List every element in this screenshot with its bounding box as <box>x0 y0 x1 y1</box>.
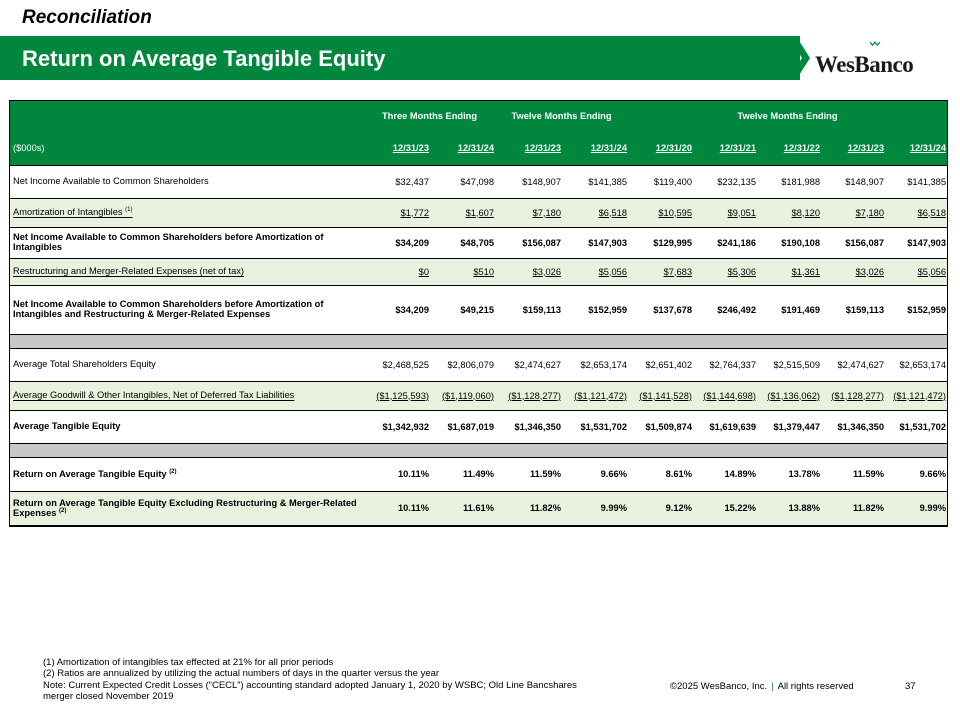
cell-value: $1,509,874 <box>628 410 693 443</box>
cell-value: $3,026 <box>821 258 885 285</box>
cell-value: 9.12% <box>628 491 693 525</box>
cell-value: $148,907 <box>495 165 562 198</box>
row-label: Net Income Available to Common Shareholders <box>10 165 364 198</box>
reconciliation-table <box>9 100 948 527</box>
page-number: 37 <box>905 681 916 692</box>
cell-value: 13.78% <box>757 457 821 491</box>
table-group-header-row <box>10 101 947 131</box>
table-row <box>10 258 947 285</box>
cell-value: $246,492 <box>693 285 757 334</box>
row-label: Return on Average Tangible Equity Excluding Restructuring & Merger-Related Expenses $^{(2)}$ <box>10 491 364 525</box>
cell-value: $137,678 <box>628 285 693 334</box>
cell-value: 11.49% <box>430 457 495 491</box>
cell-value: $129,995 <box>628 227 693 258</box>
cell-value: $0 <box>364 258 430 285</box>
cell-value: ($1,128,277) <box>821 381 885 410</box>
cell-value: ($1,119,060) <box>430 381 495 410</box>
cell-value: $2,651,402 <box>628 348 693 381</box>
cell-value: $191,469 <box>757 285 821 334</box>
cell-value: $141,385 <box>885 165 947 198</box>
cell-value: $1,346,350 <box>821 410 885 443</box>
row-label: Amortization of Intangibles $^{(1)}$ <box>10 198 364 227</box>
cell-value: $1,772 <box>364 198 430 227</box>
cell-value: 13.88% <box>757 491 821 525</box>
footnotes <box>43 657 577 703</box>
cell-value: $1,346,350 <box>495 410 562 443</box>
cell-value: ($1,136,062) <box>757 381 821 410</box>
table-row <box>10 285 947 334</box>
cell-value: $232,135 <box>693 165 757 198</box>
table-row <box>10 381 947 410</box>
cell-value: 11.59% <box>821 457 885 491</box>
cell-value: $1,361 <box>757 258 821 285</box>
column-header: 12/31/24 <box>885 131 947 165</box>
group-header-twelve-months-b: Twelve Months Ending <box>628 101 947 131</box>
separator-row <box>10 334 947 348</box>
cell-value: $7,180 <box>821 198 885 227</box>
cell-value: ($1,141,528) <box>628 381 693 410</box>
cell-value: $6,518 <box>562 198 628 227</box>
cell-value: $1,687,019 <box>430 410 495 443</box>
cell-value: $510 <box>430 258 495 285</box>
cell-value: $2,653,174 <box>562 348 628 381</box>
banner-chevron-icon <box>784 36 814 80</box>
table-row <box>10 410 947 443</box>
cell-value: $5,056 <box>885 258 947 285</box>
cell-value: $1,379,447 <box>757 410 821 443</box>
cell-value: $49,215 <box>430 285 495 334</box>
cell-value: $2,468,525 <box>364 348 430 381</box>
cell-value: $190,108 <box>757 227 821 258</box>
column-header: 12/31/20 <box>628 131 693 165</box>
page-title: Return on Average Tangible Equity <box>22 46 386 71</box>
cell-value: $152,959 <box>562 285 628 334</box>
cell-value: 9.66% <box>562 457 628 491</box>
cell-value: $1,619,639 <box>693 410 757 443</box>
footnote: (2) Ratios are annualized by utilizing the actual numbers of days in the quarter versus the year <box>43 668 440 680</box>
cell-value: 9.66% <box>885 457 947 491</box>
cell-value: $48,705 <box>430 227 495 258</box>
cell-value: 11.82% <box>495 491 562 525</box>
table-row <box>10 198 947 227</box>
cell-value: $141,385 <box>562 165 628 198</box>
cell-value: ($1,144,698) <box>693 381 757 410</box>
cell-value: 10.11% <box>364 491 430 525</box>
cell-value: $8,120 <box>757 198 821 227</box>
rights-text: All rights reserved <box>777 681 854 692</box>
footer-divider: | <box>771 681 774 692</box>
cell-value: ($1,121,472) <box>885 381 947 410</box>
cell-value: $2,764,337 <box>693 348 757 381</box>
cell-value: ($1,125,593) <box>364 381 430 410</box>
footer-copyright <box>670 681 854 692</box>
cell-value: $47,098 <box>430 165 495 198</box>
cell-value: $147,903 <box>562 227 628 258</box>
group-header-three-months: Three Months Ending <box>364 101 495 131</box>
cell-value: $2,474,627 <box>821 348 885 381</box>
row-label: Restructuring and Merger-Related Expenses (net of tax) <box>10 258 364 285</box>
footnote-ref: (2) <box>169 468 177 475</box>
cell-value: $5,306 <box>693 258 757 285</box>
cell-value: 8.61% <box>628 457 693 491</box>
cell-value: 11.61% <box>430 491 495 525</box>
column-header: 12/31/21 <box>693 131 757 165</box>
cell-value: $241,186 <box>693 227 757 258</box>
cell-value: $1,607 <box>430 198 495 227</box>
cell-value: $2,653,174 <box>885 348 947 381</box>
cell-value: $152,959 <box>885 285 947 334</box>
footnote-ref: (1) <box>125 207 133 214</box>
cell-value: $6,518 <box>885 198 947 227</box>
cell-value: 11.59% <box>495 457 562 491</box>
cell-value: $159,113 <box>495 285 562 334</box>
cell-value: $148,907 <box>821 165 885 198</box>
table-row <box>10 165 947 198</box>
row-label: Return on Average Tangible Equity $^{(2)}$ <box>10 457 364 491</box>
table-row <box>10 491 947 525</box>
cell-value: $181,988 <box>757 165 821 198</box>
group-header-twelve-months-a: Twelve Months Ending <box>495 101 628 131</box>
cell-value: $2,515,509 <box>757 348 821 381</box>
cell-value: 14.89% <box>693 457 757 491</box>
footnote: merger closed November 2019 <box>43 691 174 703</box>
cell-value: 11.82% <box>821 491 885 525</box>
cell-value: $10,595 <box>628 198 693 227</box>
cell-value: $34,209 <box>364 227 430 258</box>
cell-value: $9,051 <box>693 198 757 227</box>
units-label: ($000s) <box>10 131 364 165</box>
cell-value: $5,056 <box>562 258 628 285</box>
cell-value: $156,087 <box>821 227 885 258</box>
column-header: 12/31/23 <box>495 131 562 165</box>
cell-value: 9.99% <box>885 491 947 525</box>
row-label: Average Total Shareholders Equity <box>10 348 364 381</box>
table-body <box>10 165 947 525</box>
cell-value: $3,026 <box>495 258 562 285</box>
cell-value: $1,531,702 <box>562 410 628 443</box>
cell-value: 10.11% <box>364 457 430 491</box>
footnote: Note: Current Expected Credit Losses (“CECL”) accounting standard adopted January 1, 2020 by WSBC; Old Line Bancshares <box>43 679 577 691</box>
column-header: 12/31/22 <box>757 131 821 165</box>
cell-value: $2,474,627 <box>495 348 562 381</box>
cell-value: $147,903 <box>885 227 947 258</box>
cell-value: $32,437 <box>364 165 430 198</box>
section-title: Reconciliation <box>22 7 152 28</box>
copyright-text: ©2025 WesBanco, Inc. <box>670 681 768 692</box>
cell-value: $1,342,932 <box>364 410 430 443</box>
footnote: (1) Amortization of intangibles tax effected at 21% for all prior periods <box>43 657 334 668</box>
table-row <box>10 457 947 491</box>
row-label: Net Income Available to Common Shareholders before Amortization of Intangibles and Restructuring & Merger-Related Expenses <box>10 285 364 334</box>
cell-value: $119,400 <box>628 165 693 198</box>
cell-value: 9.99% <box>562 491 628 525</box>
column-header: 12/31/24 <box>562 131 628 165</box>
column-header: 12/31/23 <box>821 131 885 165</box>
row-label: Average Goodwill & Other Intangibles, Net of Deferred Tax Liabilities <box>10 381 364 410</box>
cell-value: 15.22% <box>693 491 757 525</box>
column-header: 12/31/23 <box>364 131 430 165</box>
cell-value: $156,087 <box>495 227 562 258</box>
separator-row <box>10 443 947 457</box>
cell-value: $7,180 <box>495 198 562 227</box>
table-column-header-row <box>10 131 947 165</box>
row-label: Net Income Available to Common Shareholders before Amortization of Intangibles <box>10 227 364 258</box>
cell-value: $159,113 <box>821 285 885 334</box>
cell-value: $7,683 <box>628 258 693 285</box>
cell-value: ($1,121,472) <box>562 381 628 410</box>
cell-value: $2,806,079 <box>430 348 495 381</box>
footnote-ref: (2) <box>59 507 67 514</box>
table-row <box>10 227 947 258</box>
table-row <box>10 348 947 381</box>
column-header: 12/31/24 <box>430 131 495 165</box>
cell-value: $34,209 <box>364 285 430 334</box>
cell-value: $1,531,702 <box>885 410 947 443</box>
cell-value: ($1,128,277) <box>495 381 562 410</box>
row-label: Average Tangible Equity <box>10 410 364 443</box>
wesbanco-logo-text: WesBanco <box>815 52 914 77</box>
